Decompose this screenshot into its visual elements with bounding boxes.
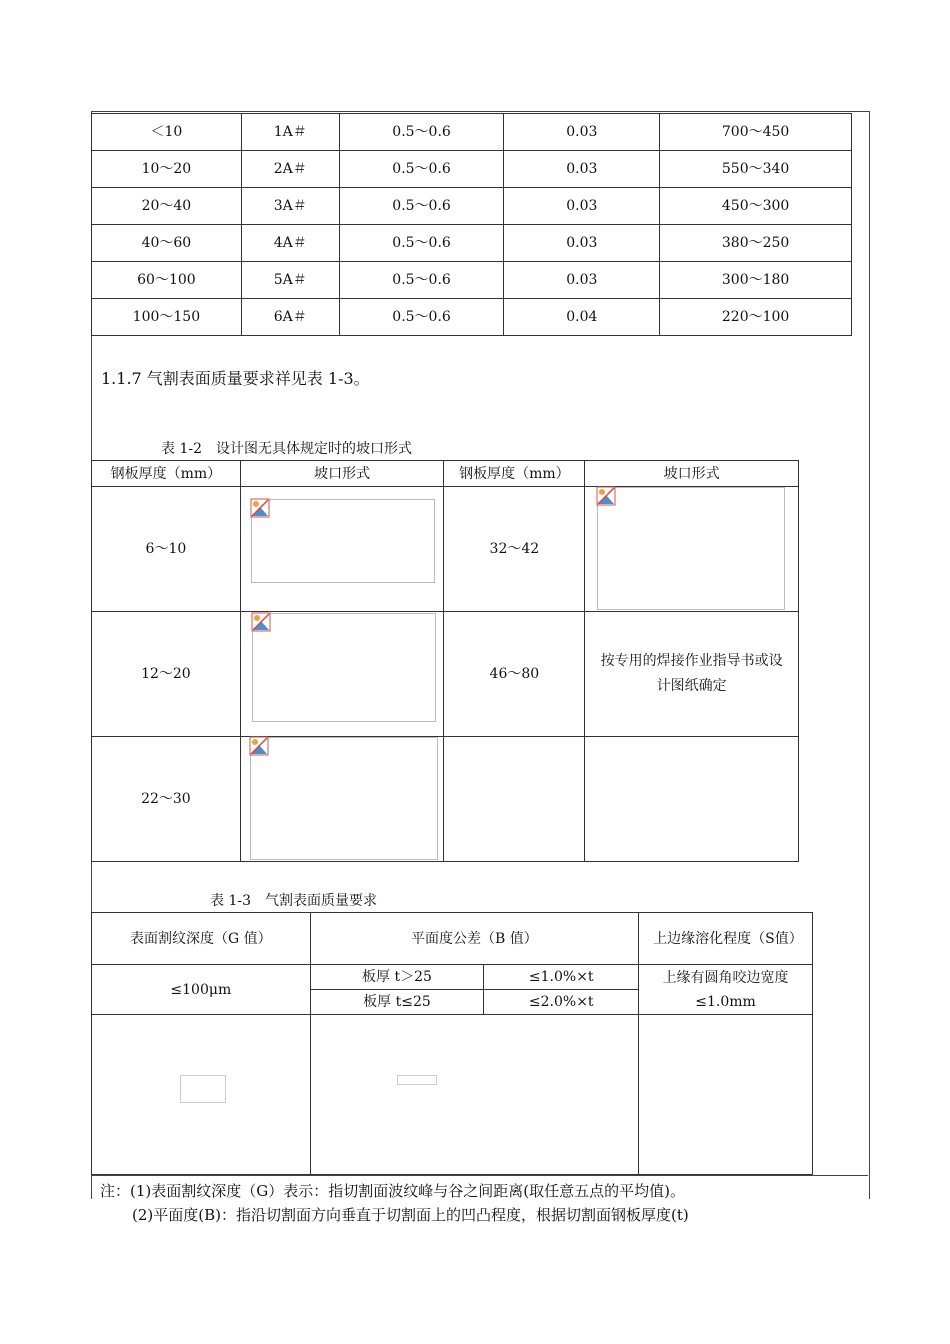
header-b: 平面度公差（B 值） <box>310 913 638 965</box>
s-value: 上缘有圆角咬边宽度≤1.0mm <box>639 965 813 1015</box>
table-cell: 0.03 <box>504 188 660 225</box>
thickness-cell: 12～20 <box>92 612 241 737</box>
thickness-cell <box>444 737 585 862</box>
thickness-cell: 22～30 <box>92 737 241 862</box>
g-diagram-cell <box>92 1015 311 1175</box>
groove-cell <box>585 737 799 862</box>
groove-image-cell <box>240 487 444 612</box>
table-cell: 0.03 <box>504 225 660 262</box>
b-value: ≤1.0%×t <box>484 965 639 990</box>
table-cell: 0.5～0.6 <box>339 225 504 262</box>
table2-caption: 表 1-2 设计图无具体规定时的坡口形式 <box>161 441 412 457</box>
table-cell: 700～450 <box>660 114 852 151</box>
note-divider <box>91 1175 868 1176</box>
thickness-cell: 6～10 <box>92 487 241 612</box>
table-cell: 0.03 <box>504 114 660 151</box>
table-cell: 10～20 <box>92 151 242 188</box>
table-cell: 6A＃ <box>241 299 339 336</box>
b-condition: 板厚 t＞25 <box>310 965 484 990</box>
groove-table <box>91 460 799 862</box>
table-row <box>92 299 852 336</box>
table-cell: 0.03 <box>504 262 660 299</box>
table-cell: 0.5～0.6 <box>339 188 504 225</box>
table-cell: 60～100 <box>92 262 242 299</box>
table-cell: 0.04 <box>504 299 660 336</box>
table-cell: 4A＃ <box>241 225 339 262</box>
g-value: ≤100μm <box>92 965 311 1015</box>
table-cell: 1A＃ <box>241 114 339 151</box>
note-line-1: 注：(1)表面割纹深度（G）表示：指切割面波纹峰与谷之间距离(取任意五点的平均值)。 <box>100 1182 685 1200</box>
b-diagram <box>397 1075 437 1085</box>
broken-image-icon <box>250 498 270 518</box>
groove-image-cell <box>240 737 444 862</box>
broken-image-icon <box>596 486 616 506</box>
table-row <box>92 262 852 299</box>
thickness-cell: 32～42 <box>444 487 585 612</box>
section-paragraph: 1.1.7 气割表面质量要求祥见表 1-3。 <box>101 369 370 388</box>
b-diagram-cell <box>310 1015 638 1175</box>
groove-image <box>597 487 785 610</box>
quality-table <box>91 912 813 1175</box>
header-thickness-2: 钢板厚度（mm） <box>444 461 585 487</box>
groove-image-cell <box>240 612 444 737</box>
groove-image <box>252 613 436 722</box>
note-line-2: (2)平面度(B)：指沿切割面方向垂直于切割面上的凹凸程度，根据切割面钢板厚度(t) <box>132 1206 689 1224</box>
groove-image-cell <box>585 487 799 612</box>
table-cell: 0.5～0.6 <box>339 262 504 299</box>
electrode-table <box>91 113 852 336</box>
table-cell: 40～60 <box>92 225 242 262</box>
broken-image-icon <box>251 612 271 632</box>
table-cell: 100～150 <box>92 299 242 336</box>
table-cell: 220～100 <box>660 299 852 336</box>
table-cell: ＜10 <box>92 114 242 151</box>
table-cell: 20～40 <box>92 188 242 225</box>
table-cell: 380～250 <box>660 225 852 262</box>
header-thickness-1: 钢板厚度（mm） <box>92 461 241 487</box>
header-groove-2: 坡口形式 <box>585 461 799 487</box>
table-row <box>92 151 852 188</box>
table-row <box>92 114 852 151</box>
table-cell: 450～300 <box>660 188 852 225</box>
header-s: 上边缘溶化程度（S值） <box>639 913 813 965</box>
table-cell: 550～340 <box>660 151 852 188</box>
groove-note: 按专用的焊接作业指导书或设计图纸确定 <box>585 612 799 737</box>
header-g: 表面割纹深度（G 值） <box>92 913 311 965</box>
table-cell: 0.5～0.6 <box>339 151 504 188</box>
table-cell: 300～180 <box>660 262 852 299</box>
table3-caption: 表 1-3 气割表面质量要求 <box>210 893 377 909</box>
g-diagram <box>180 1075 226 1103</box>
table-cell: 0.5～0.6 <box>339 299 504 336</box>
table-cell: 0.03 <box>504 151 660 188</box>
table-cell: 5A＃ <box>241 262 339 299</box>
b-condition: 板厚 t≤25 <box>310 990 484 1015</box>
b-value: ≤2.0%×t <box>484 990 639 1015</box>
groove-image <box>250 737 438 860</box>
groove-image <box>251 499 435 583</box>
s-diagram-cell <box>639 1015 813 1175</box>
table-row <box>92 188 852 225</box>
table-cell: 2A＃ <box>241 151 339 188</box>
broken-image-icon <box>249 736 269 756</box>
header-groove-1: 坡口形式 <box>240 461 444 487</box>
thickness-cell: 46～80 <box>444 612 585 737</box>
table-cell: 3A＃ <box>241 188 339 225</box>
table-cell: 0.5～0.6 <box>339 114 504 151</box>
table-row <box>92 225 852 262</box>
